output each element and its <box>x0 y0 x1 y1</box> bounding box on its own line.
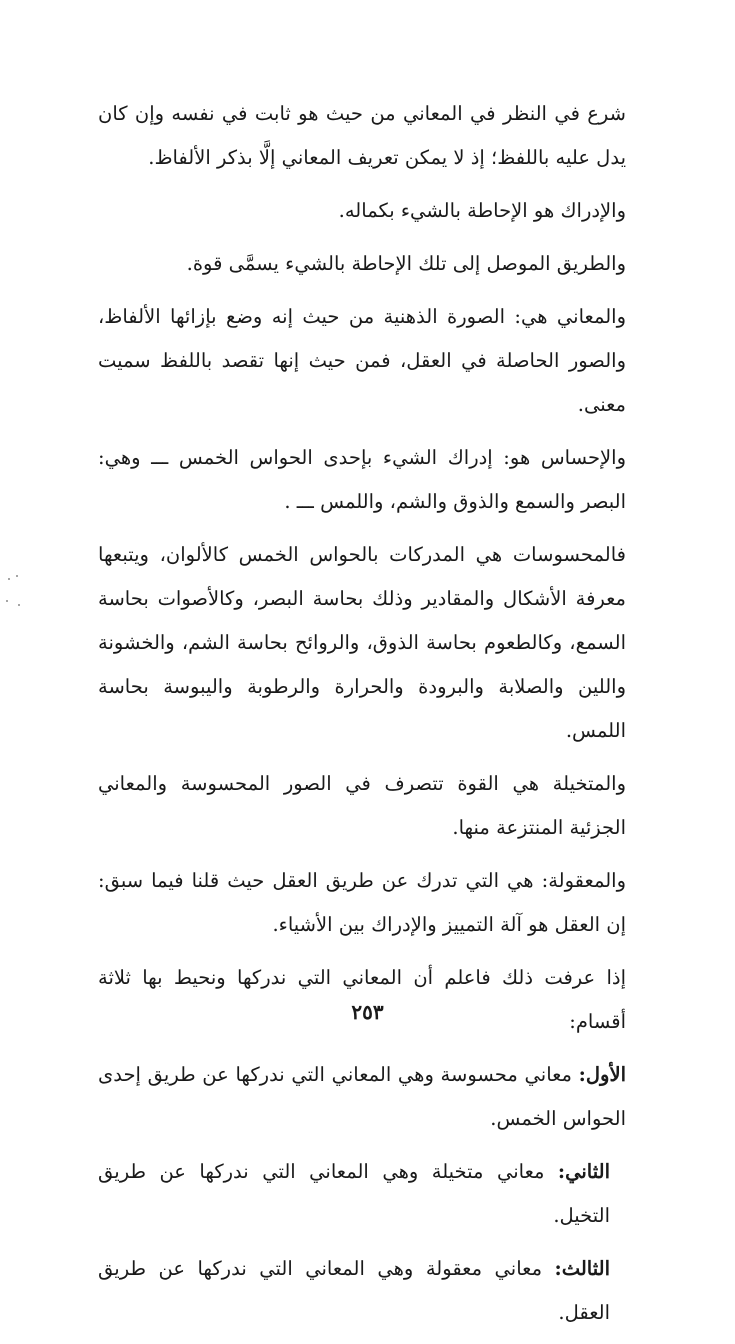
page-number: ٢٥٣ <box>351 1000 384 1024</box>
paragraph-mahsusat: فالمحسوسات هي المدركات بالحواس الخمس كالألوان، ويتبعها معرفة الأشكال والمقادير وذلك بحاسة البصر، وكالأصوات بحاسة السمع، وكالطعوم بحاسة الذوق، والروائح بحاسة الشم، والخشونة واللين والصلابة والبرودة والحرارة والرطوبة واليبوسة بحاسة اللمس. <box>98 543 626 742</box>
main-text <box>98 92 638 1344</box>
paragraph-quwwa: والطريق الموصل إلى تلك الإحاطة بالشيء يسمَّى قوة. <box>186 252 626 275</box>
speck <box>6 600 8 602</box>
paragraph-aqsam: إذا عرفت ذلك فاعلم أن المعاني التي ندركها ونحيط بها ثلاثة أقسام: <box>98 966 626 1033</box>
division-second <box>98 1150 638 1238</box>
division-second-label: الثاني: <box>557 1160 610 1183</box>
speck <box>16 575 18 577</box>
division-first-text: معاني محسوسة وهي المعاني التي ندركها عن طريق إحدى الحواس الخمس. <box>98 1063 626 1130</box>
division-third <box>98 1247 638 1335</box>
speck <box>18 604 20 606</box>
paragraph-mutakhayyila: والمتخيلة هي القوة تتصرف في الصور المحسوسة والمعاني الجزئية المنتزعة منها. <box>98 772 626 839</box>
speck <box>8 578 10 580</box>
division-third-text: معاني معقولة وهي المعاني التي ندركها عن طريق العقل. <box>98 1257 610 1324</box>
margin-specks <box>4 572 26 608</box>
division-second-text: معاني متخيلة وهي المعاني التي ندركها عن طريق التخيل. <box>98 1160 610 1227</box>
paragraph-idrak: والإدراك هو الإحاطة بالشيء بكماله. <box>338 199 626 222</box>
division-third-label: الثالث: <box>554 1257 610 1280</box>
paragraph-maqula: والمعقولة: هي التي تدرك عن طريق العقل حيث قلنا فيما سبق: إن العقل هو آلة التمييز والإدراك بين الأشياء. <box>98 869 626 936</box>
paragraph-ihsas: والإحساس هو: إدراك الشيء بإحدى الحواس الخمس ـــ وهي: البصر والسمع والذوق والشم، واللمس ـــ . <box>98 446 626 513</box>
division-first-label: الأول: <box>578 1063 626 1086</box>
paragraph-maani: والمعاني هي: الصورة الذهنية من حيث إنه وضع بإزائها الألفاظ، والصور الحاصلة في العقل، فمن حيث إنها تقصد باللفظ سميت معنى. <box>98 305 626 416</box>
division-first <box>98 1053 638 1141</box>
paragraph-intro: شرع في النظر في المعاني من حيث هو ثابت في نفسه وإن كان يدل عليه باللفظ؛ إذ لا يمكن تعريف المعاني إلَّا بذكر الألفاظ. <box>98 102 626 169</box>
